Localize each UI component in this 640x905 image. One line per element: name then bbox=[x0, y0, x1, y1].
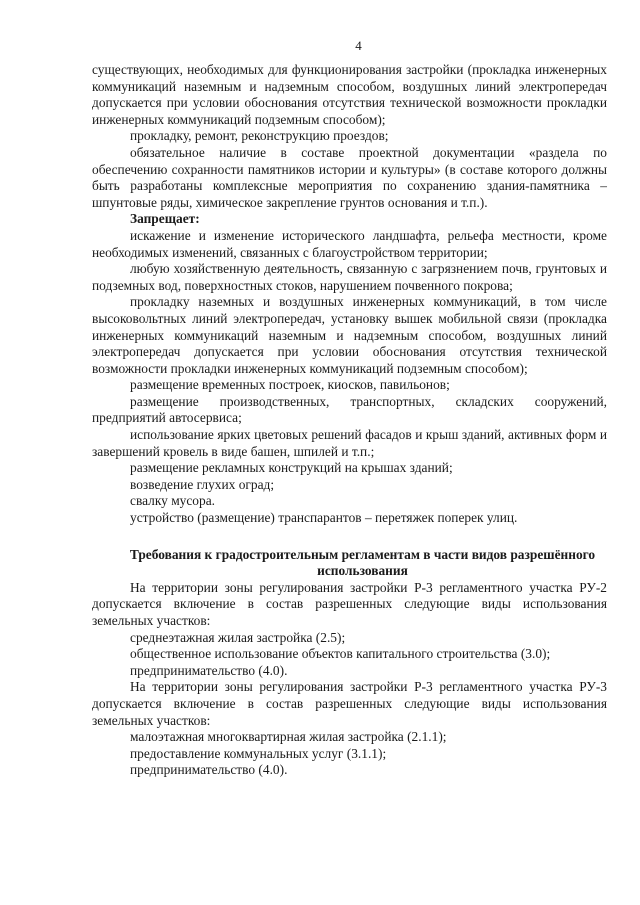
ru2-intro: На территории зоны регулирования застройки Р-3 регламентного участка РУ-2 допускается включение в состав разрешенных следующие виды использования земельных участков: bbox=[92, 579, 607, 628]
ru3-item: предоставление коммунальных услуг (3.1.1); bbox=[130, 745, 387, 761]
forbids-item: прокладку наземных и воздушных инженерных коммуникаций, в том числе высоковольтных линий электропередач, установку вышек мобильной связи (прокладка инженерных коммуникаций наземным и надземным способом, воздушных линий электропередач допускается при условии обоснования отсутствия технической возможности прокладки инженерных коммуникаций подземным способом); bbox=[92, 294, 607, 376]
forbids-item: размещение рекламных конструкций на крышах зданий; bbox=[130, 460, 453, 476]
forbids-item: свалку мусора. bbox=[130, 493, 215, 509]
ru3-intro: На территории зоны регулирования застройки Р-3 регламентного участка РУ-3 допускается включение в состав разрешенных следующие виды использования земельных участков: bbox=[92, 679, 607, 728]
forbids-item: использование ярких цветовых решений фасадов и крыш зданий, активных форм и завершений кровель в виде башен, шпилей и т.п.; bbox=[92, 427, 607, 459]
forbids-item: размещение временных построек, киосков, павильонов; bbox=[130, 377, 450, 393]
forbids-item: возведение глухих оград; bbox=[130, 476, 275, 492]
document-page bbox=[92, 38, 607, 779]
ru2-item: среднеэтажная жилая застройка (2.5); bbox=[130, 629, 346, 645]
forbids-item: размещение производственных, транспортных, складских сооружений, предприятий автосервиса; bbox=[92, 393, 607, 426]
forbids-item: любую хозяйственную деятельность, связанную с загрязнением почв, грунтовых и подземных вод, поверхностных стоков, нарушением почвенного покрова; bbox=[92, 261, 607, 293]
paragraph-continuation: существующих, необходимых для функционирования застройки (прокладка инженерных коммуникаций наземным и надземным способом, воздушных линий электропередач допускается при условии обоснования отсутствия технической возможности прокладки инженерных коммуникаций подземным способом); bbox=[92, 62, 607, 127]
ru2-item: предпринимательство (4.0). bbox=[130, 662, 288, 678]
forbids-item: искажение и изменение исторического ландшафта, рельефа местности, кроме необходимых изменений, связанных с благоустройством территории; bbox=[92, 227, 607, 260]
section-heading: Требования к градостроительным регламентам в части видов разрешённого использования bbox=[129, 546, 596, 579]
page-number: 4 bbox=[355, 38, 362, 53]
forbids-heading: Запрещает: bbox=[130, 211, 200, 227]
ru3-item: малоэтажная многоквартирная жилая застройка (2.1.1); bbox=[130, 729, 447, 745]
forbids-item: устройство (размещение) транспарантов – перетяжек поперек улиц. bbox=[130, 510, 518, 526]
ru2-item: общественное использование объектов капитального строительства (3.0); bbox=[130, 646, 551, 662]
ru3-item: предпринимательство (4.0). bbox=[130, 762, 288, 778]
paragraph-project-docs: обязательное наличие в составе проектной документации «раздела по обеспечению сохранности памятников истории и культуры» (в составе которого должны быть разработаны комплексные мероприятия по сохранению здания-памятника – шпунтовые ряды, химическое закрепление грунтов основания и т.п.). bbox=[92, 144, 607, 210]
paragraph-driveways: прокладку, ремонт, реконструкцию проездов; bbox=[130, 128, 389, 144]
